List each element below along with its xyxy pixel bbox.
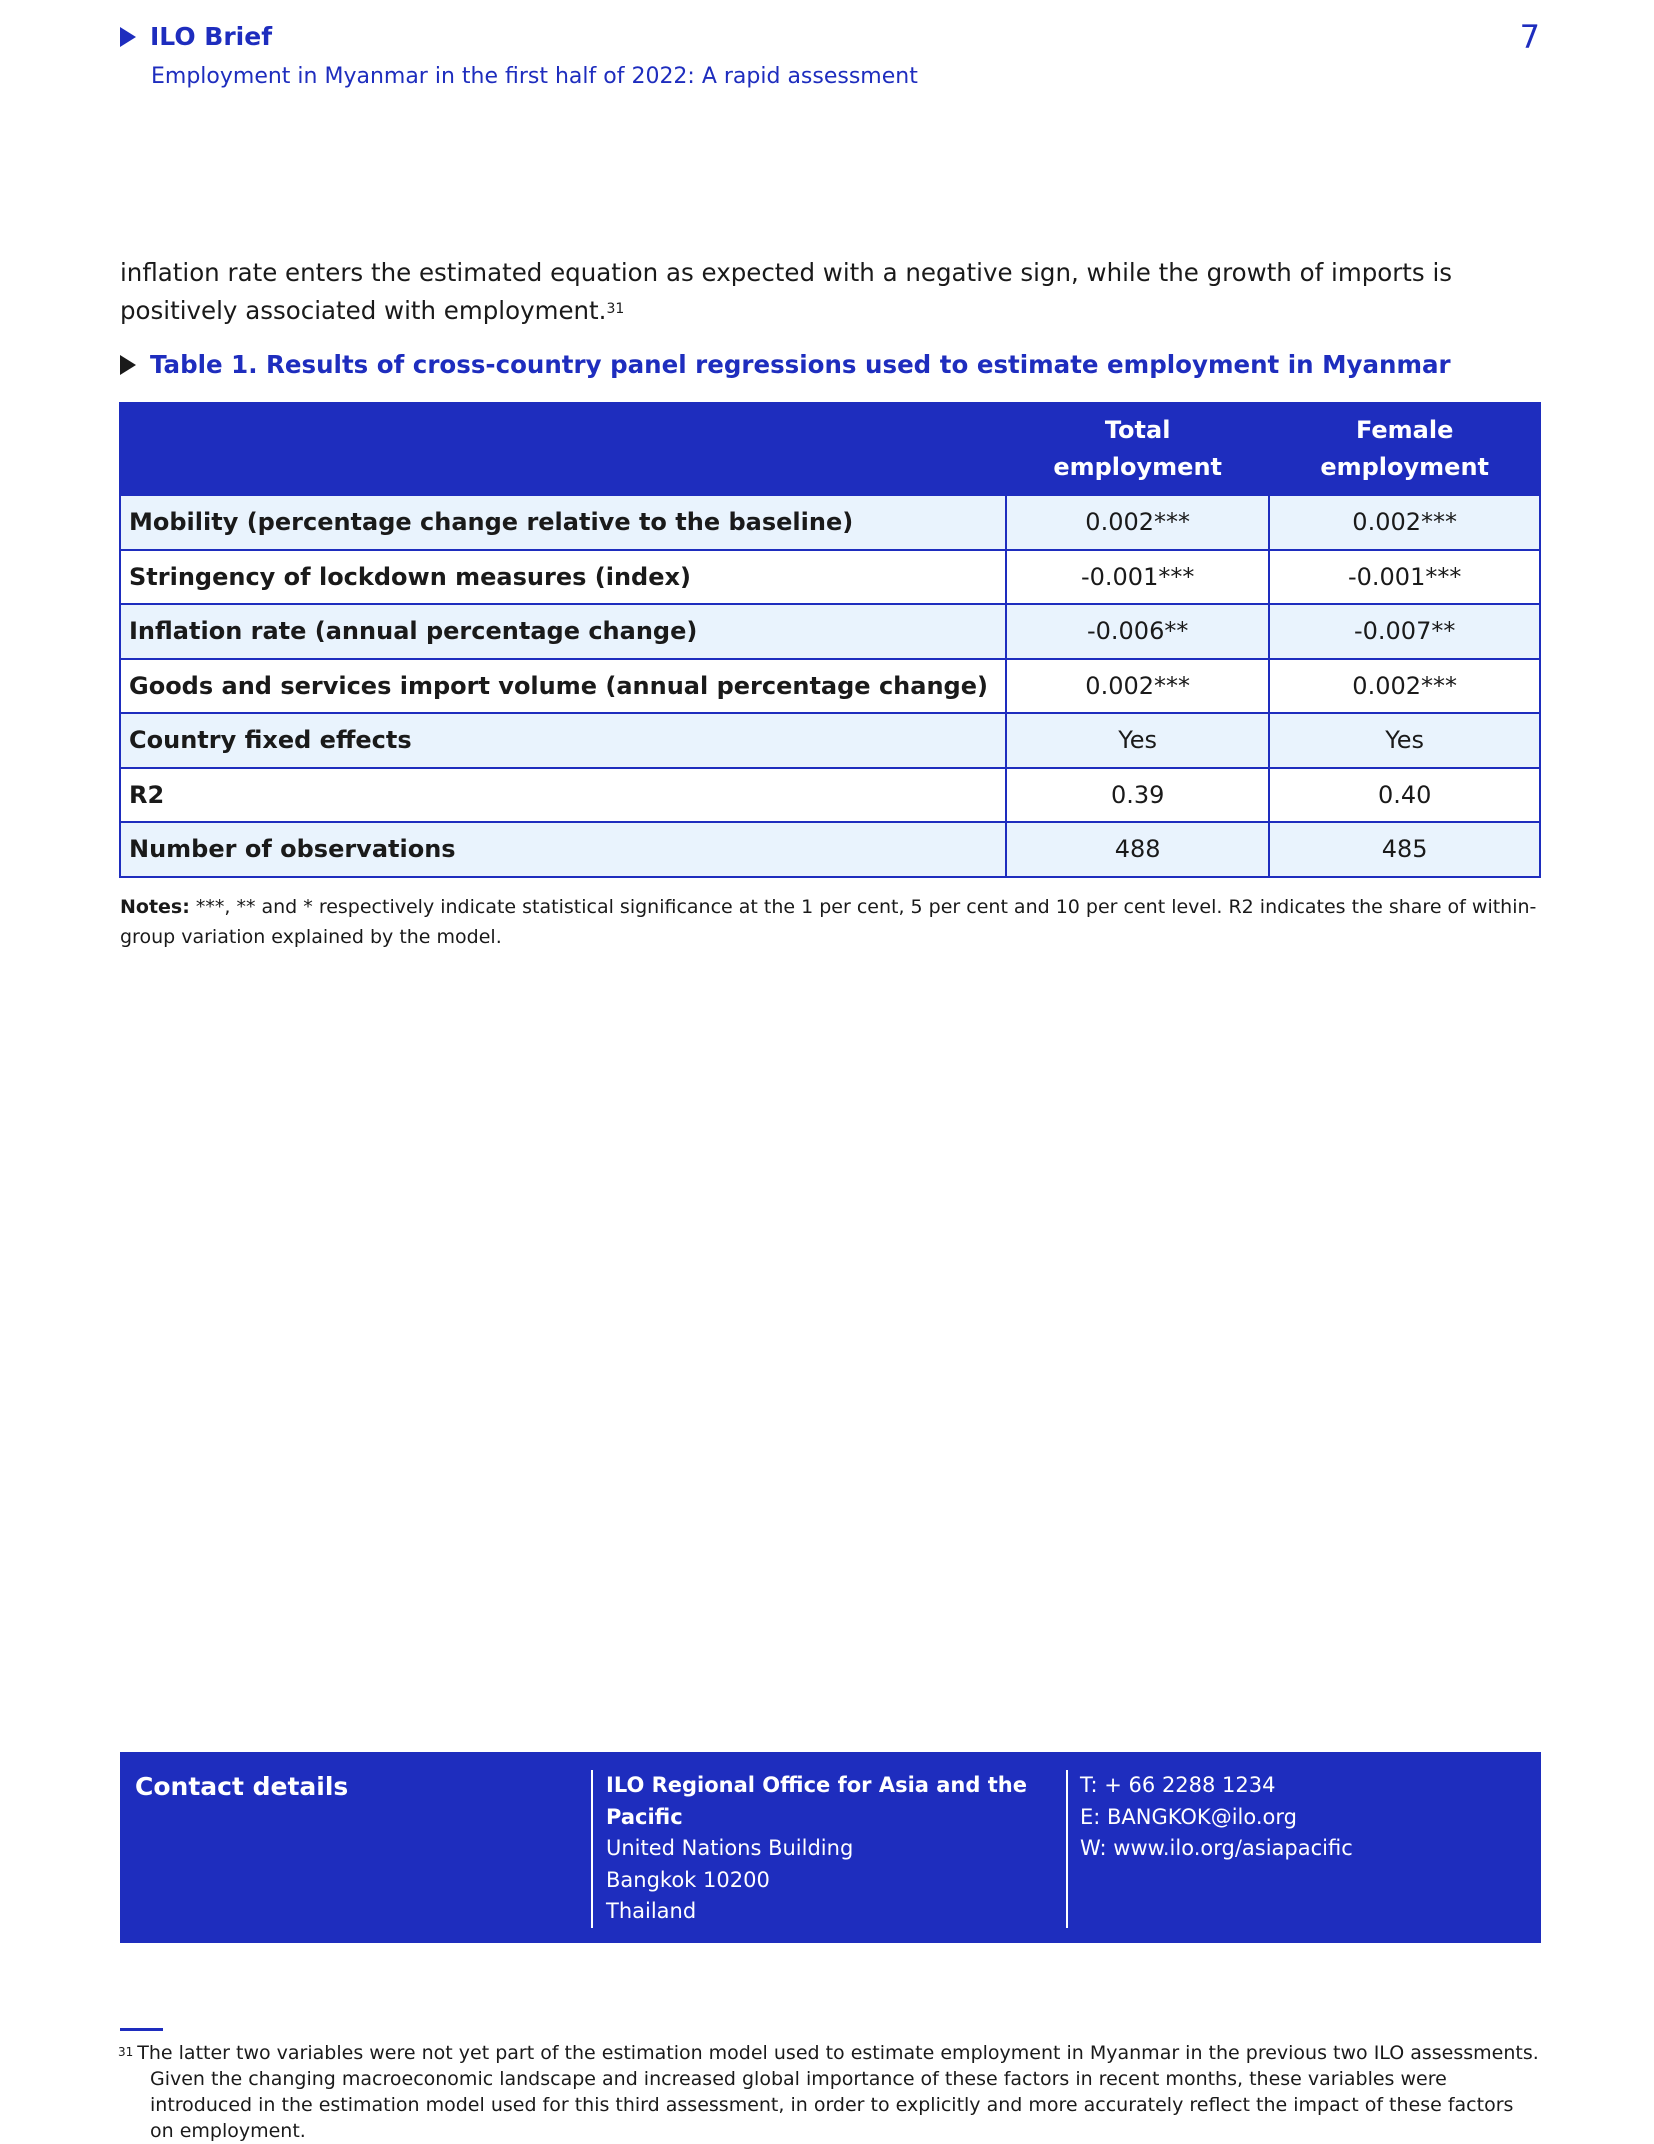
row-label: Stringency of lockdown measures (index) bbox=[120, 550, 1006, 605]
female-value: Yes bbox=[1269, 713, 1540, 768]
female-value: 0.002*** bbox=[1269, 659, 1540, 714]
total-value: 0.002*** bbox=[1006, 659, 1269, 714]
female-value: -0.007** bbox=[1269, 604, 1540, 659]
contact-box bbox=[120, 1752, 1541, 1943]
female-value: 0.002*** bbox=[1269, 495, 1540, 550]
table-title-text: Table 1. Results of cross-country panel regressions used to estimate employment in Myanmar bbox=[150, 350, 1451, 379]
female-value: 0.40 bbox=[1269, 768, 1540, 823]
footnote-text: The latter two variables were not yet part of the estimation model used to estimate employment in Myanmar in the previous two ILO assessments. Given the changing macroeconomic landscape and increased global importance of these factors in recent months, these variables were introduced in the estimation model used for this third assessment, in order to explicitly and more accurately reflect the impact of these factors on employment. bbox=[137, 2042, 1539, 2142]
total-value: Yes bbox=[1006, 713, 1269, 768]
footnote-rule bbox=[120, 2028, 163, 2031]
play-triangle-icon bbox=[120, 355, 136, 375]
contact-channels bbox=[1080, 1770, 1353, 1865]
table-row bbox=[120, 768, 1540, 823]
contact-office bbox=[606, 1770, 1027, 1928]
header-female-employment bbox=[1269, 403, 1540, 495]
female-value: 485 bbox=[1269, 822, 1540, 877]
notes-label: Notes: bbox=[120, 896, 190, 918]
office-name-line2: Pacific bbox=[606, 1804, 683, 1829]
total-value: 0.39 bbox=[1006, 768, 1269, 823]
header-total-employment: Total employment bbox=[1006, 403, 1269, 495]
notes-text: ***, ** and * respectively indicate statistical significance at the 1 per cent, 5 per cent and 10 per cent level. R2 indicates the share of within-group variation explained by the model. bbox=[120, 896, 1537, 948]
document-subtitle: Employment in Myanmar in the first half of 2022: A rapid assessment bbox=[151, 64, 918, 89]
address-line: United Nations Building bbox=[606, 1836, 854, 1860]
total-value: -0.006** bbox=[1006, 604, 1269, 659]
contact-email[interactable]: E: BANGKOK@ilo.org bbox=[1080, 1804, 1297, 1829]
contact-divider bbox=[591, 1770, 593, 1928]
row-label: Goods and services import volume (annual percentage change) bbox=[120, 659, 1006, 714]
row-label: R2 bbox=[120, 768, 1006, 823]
header-female-employment-text: Female employment bbox=[1320, 416, 1489, 481]
page-header bbox=[120, 18, 1540, 98]
address-line: Bangkok 10200 bbox=[606, 1867, 770, 1892]
row-label: Inflation rate (annual percentage change) bbox=[120, 604, 1006, 659]
header-blank-cell bbox=[120, 403, 1006, 495]
table-row bbox=[120, 713, 1540, 768]
brand bbox=[120, 22, 272, 51]
total-value: 488 bbox=[1006, 822, 1269, 877]
table-title bbox=[120, 350, 1451, 379]
brand-label: ILO Brief bbox=[150, 22, 273, 51]
table-row bbox=[120, 604, 1540, 659]
play-triangle-icon bbox=[120, 27, 136, 47]
total-value: 0.002*** bbox=[1006, 495, 1269, 550]
office-name-line1: ILO Regional Office for Asia and the bbox=[606, 1773, 1027, 1797]
table-row bbox=[120, 659, 1540, 714]
footnote bbox=[118, 2040, 1542, 2144]
results-table bbox=[119, 402, 1541, 878]
table-header-row bbox=[120, 403, 1540, 495]
row-label: Country fixed effects bbox=[120, 713, 1006, 768]
footnote-reference[interactable]: 31 bbox=[606, 301, 625, 317]
row-label: Mobility (percentage change relative to the baseline) bbox=[120, 495, 1006, 550]
address-line: Thailand bbox=[606, 1899, 697, 1923]
page-number: 7 bbox=[1519, 18, 1540, 56]
paragraph-text: inflation rate enters the estimated equation as expected with a negative sign, while the growth of imports is positively associated with employment. bbox=[120, 258, 1453, 325]
contact-website[interactable]: W: www.ilo.org/asiapacific bbox=[1080, 1836, 1353, 1860]
contact-title: Contact details bbox=[135, 1772, 349, 1801]
body-paragraph bbox=[120, 254, 1540, 330]
table-row bbox=[120, 822, 1540, 877]
table-notes bbox=[120, 892, 1540, 952]
female-value: -0.001*** bbox=[1269, 550, 1540, 605]
table-row bbox=[120, 495, 1540, 550]
row-label: Number of observations bbox=[120, 822, 1006, 877]
total-value: -0.001*** bbox=[1006, 550, 1269, 605]
contact-phone: T: + 66 2288 1234 bbox=[1080, 1773, 1276, 1797]
footnote-number: 31 bbox=[118, 2045, 134, 2059]
contact-divider bbox=[1066, 1770, 1068, 1928]
table-row bbox=[120, 550, 1540, 605]
